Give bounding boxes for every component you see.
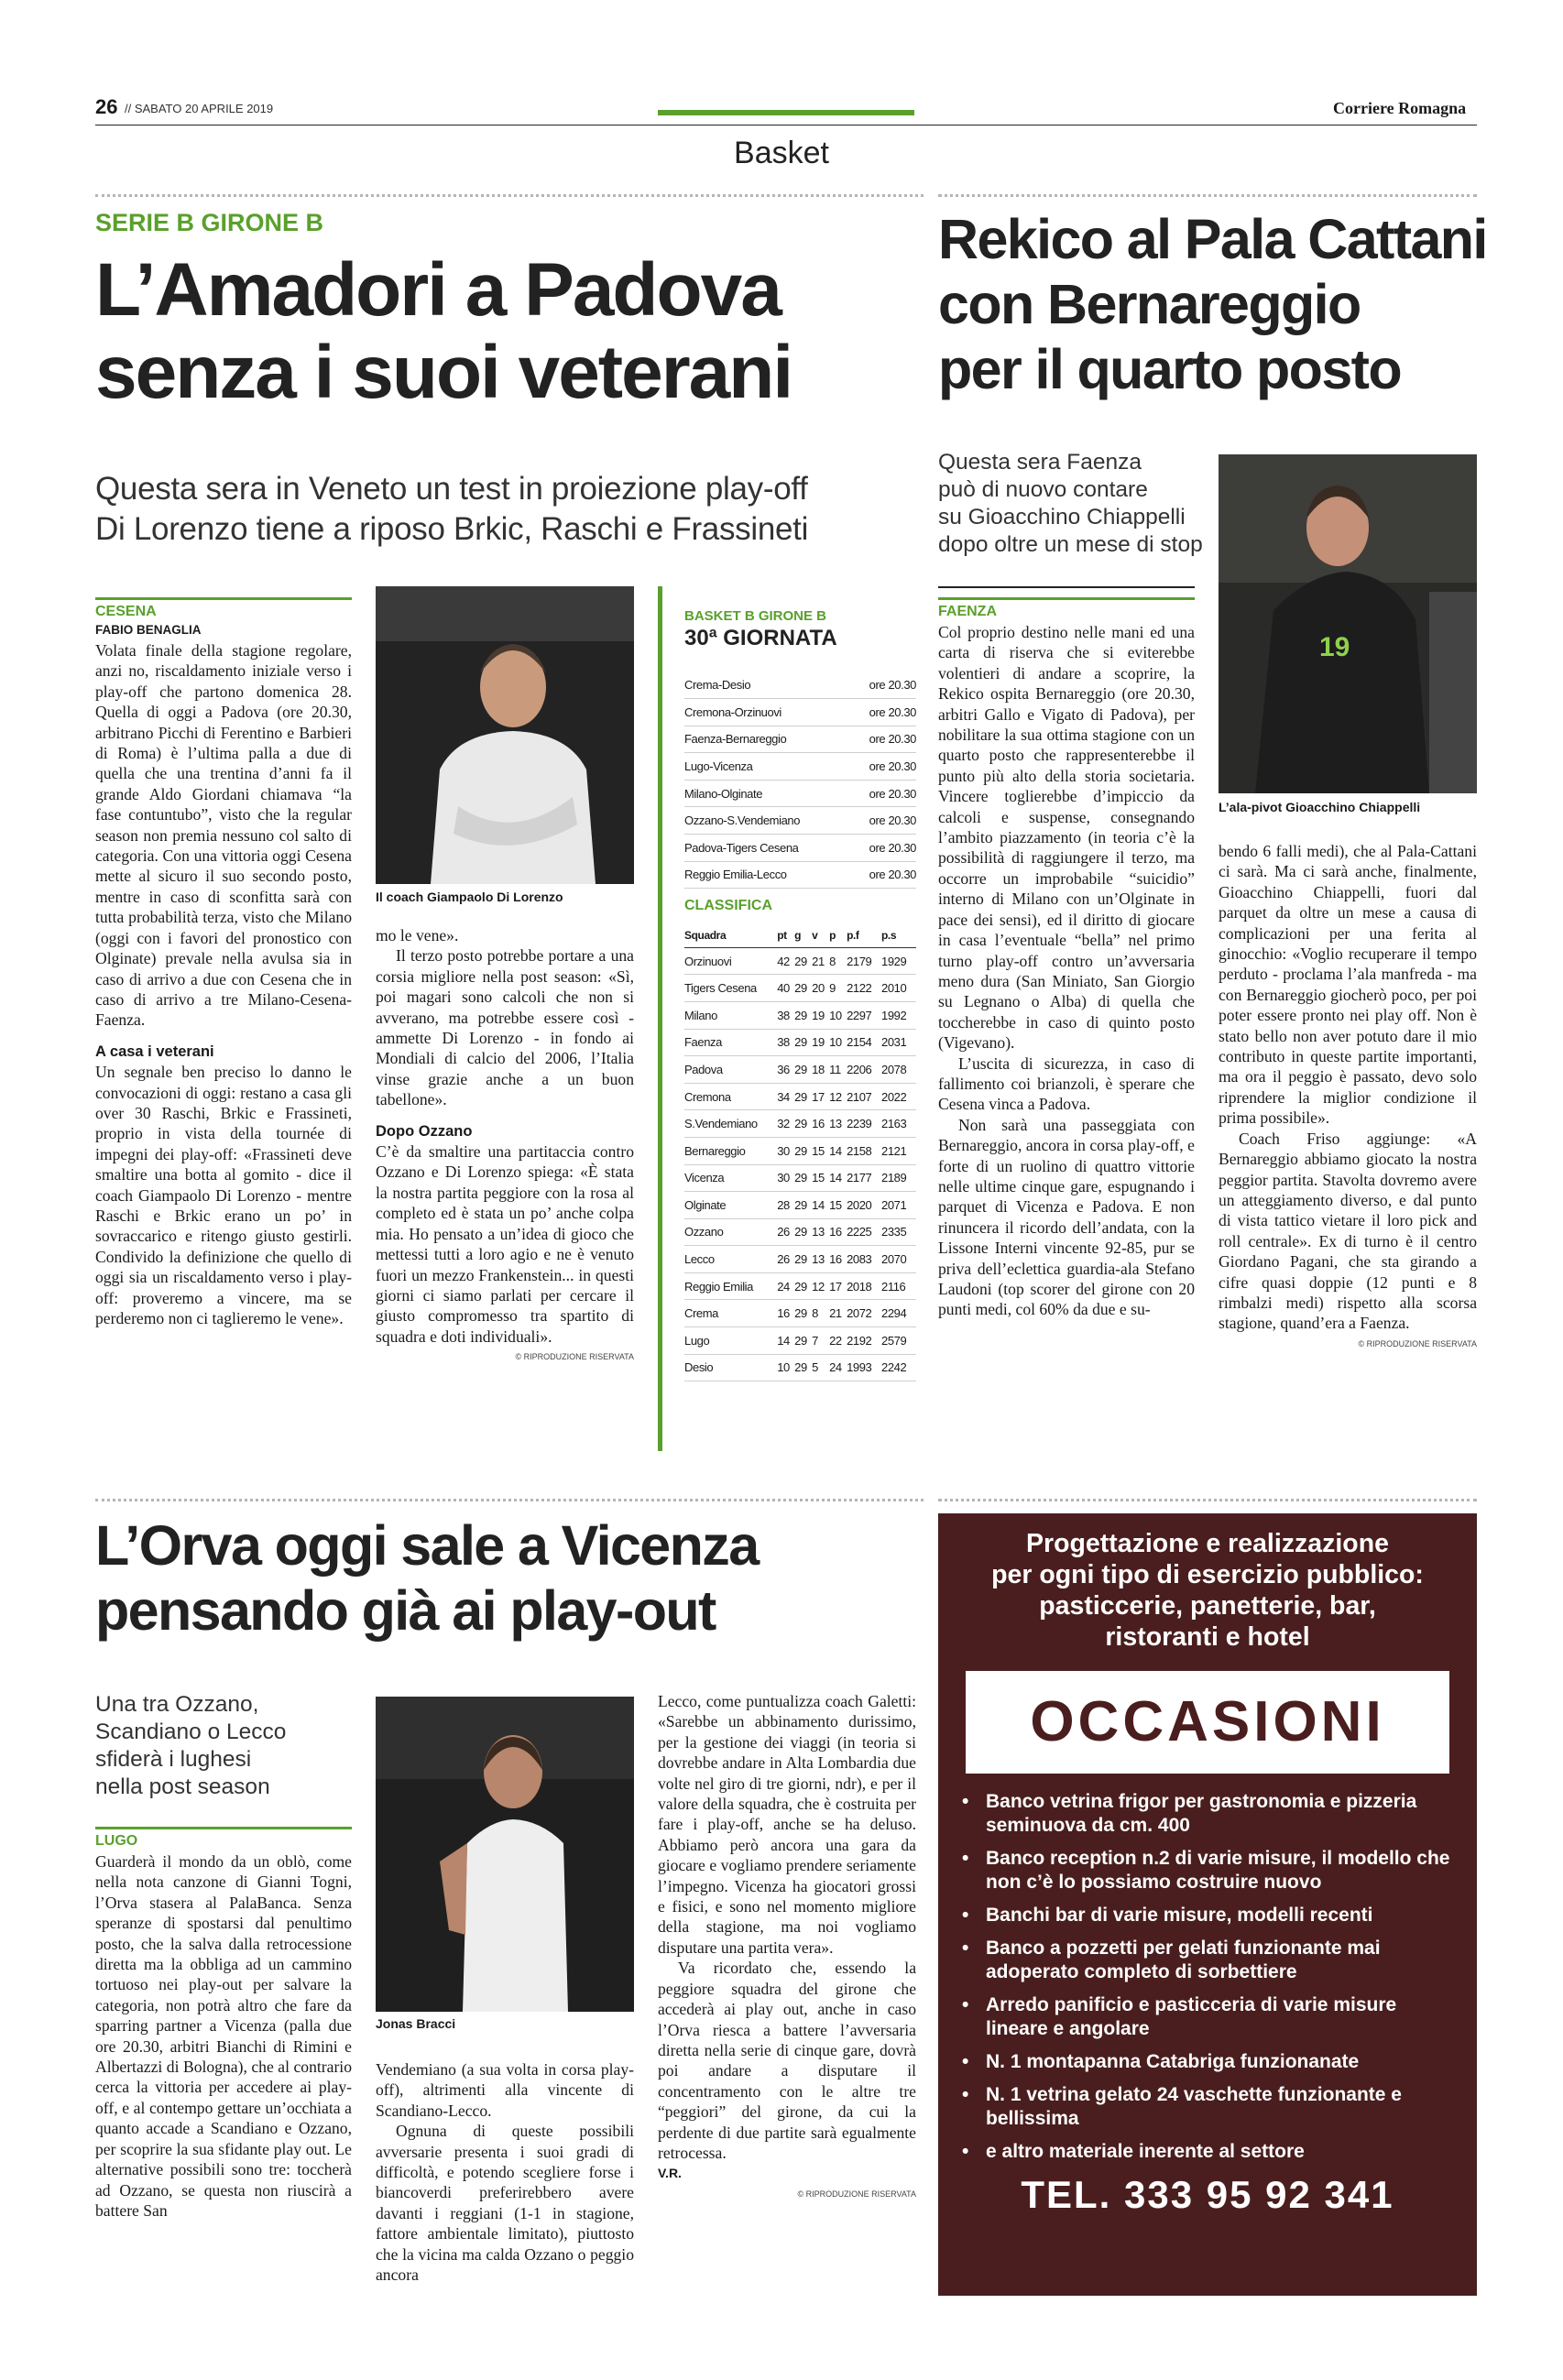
fixture-time: ore 20.30 <box>849 753 916 781</box>
ad-item-text: N. 1 vetrina gelato 24 vaschette funzionante e bellissima <box>986 2084 1402 2129</box>
ad-item-text: Banco reception n.2 di varie misure, il modello che non c’è lo possiamo costruire nuovo <box>986 1848 1450 1893</box>
copyright: © RIPRODUZIONE RISERVATA <box>515 1352 634 1362</box>
bullet-icon: • <box>962 2051 969 2072</box>
place-label: LUGO <box>95 1827 352 1850</box>
fixture-time: ore 20.30 <box>849 699 916 726</box>
team-stat: 42 <box>777 947 794 975</box>
team-stat: 16 <box>777 1300 794 1327</box>
divider <box>95 1499 924 1501</box>
article-column <box>1219 841 1477 1348</box>
team-stat: 14 <box>829 1137 847 1164</box>
box-title: 30ª GIORNATA <box>684 626 837 650</box>
subheading: Dopo Ozzano <box>376 1122 473 1140</box>
team-stat: 18 <box>812 1056 829 1084</box>
team-stat: 1993 <box>847 1354 881 1381</box>
team-stat: 8 <box>812 1300 829 1327</box>
team-name: Orzinuovi <box>684 947 777 975</box>
paragraph: C’è da smaltire una partitaccia contro Ozzano e Di Lorenzo spiega: «È stata la nostra partita peggiore con la rosa al completo ed è stata un po’ anche colpa mia. Ho pensato a un’idea di gioco che mettessi tutti a loro agio e ne è venuto fuori un mezzo Frankenstein... in questi giorni ci siamo parlati per cercare il giusto compromesso tra spartito di squadra e doti individuali». <box>376 1142 634 1346</box>
team-stat: 26 <box>777 1218 794 1246</box>
team-stat: 2239 <box>847 1110 881 1138</box>
fixture-row <box>684 671 916 699</box>
standings-row <box>684 1246 916 1273</box>
team-stat: 28 <box>777 1192 794 1219</box>
standings-header: Squadra <box>684 923 777 947</box>
standings-row <box>684 1056 916 1084</box>
paragraph: Coach Friso aggiunge: «A Bernareggio abbiamo giocato la nostra peggior partita. Stavolta dovremo avere un atteggiamento diverso, e dal punto di vista tattico vietare il loro pick and roll centrale». Ex di turno è il centro Giordano Pagani, che sta girando a cifre quasi doppie (12 punti e 8 rimbalzi medi) rispetto alla scorsa stagione, quand’era a Faenza. <box>1219 1129 1477 1333</box>
team-stat: 15 <box>812 1164 829 1192</box>
team-name: Cremona <box>684 1083 777 1110</box>
fixture-match: Padova-Tigers Cesena <box>684 835 849 862</box>
bullet-icon: • <box>962 1791 969 1812</box>
team-stat: 29 <box>794 1137 812 1164</box>
team-stat: 29 <box>794 1056 812 1084</box>
article-column <box>938 597 1195 1425</box>
standings-header: p.s <box>881 923 916 947</box>
team-stat: 2071 <box>881 1192 916 1219</box>
box-kicker: BASKET B GIRONE B <box>684 608 827 624</box>
standings-row <box>684 947 916 975</box>
headline: Rekico al Pala Cattani con Bernareggio per il quarto posto <box>938 208 1487 400</box>
fixture-row <box>684 835 916 862</box>
standings-row <box>684 1164 916 1192</box>
fixture-match: Crema-Desio <box>684 671 849 699</box>
deck: Questa sera Faenza può di nuovo contare su Gioacchino Chiappelli dopo oltre un mese di stop <box>938 450 1203 557</box>
team-stat: 14 <box>829 1164 847 1192</box>
team-stat: 22 <box>829 1327 847 1355</box>
standings-row <box>684 1001 916 1029</box>
paragraph: L’uscita di sicurezza, in caso di fallimento coi brianzoli, è sperare che Cesena vinca a Padova. <box>938 1054 1195 1114</box>
team-stat: 2072 <box>847 1300 881 1327</box>
paragraph: Vendemiano (a sua volta in corsa play-off), altrimenti alla vincente di Scandiano-Lecco. <box>376 2060 634 2120</box>
copyright: © RIPRODUZIONE RISERVATA <box>1358 1338 1477 1348</box>
team-stat: 2083 <box>847 1246 881 1273</box>
ad-item <box>962 1790 1453 1838</box>
standings-row <box>684 1272 916 1300</box>
team-name: Padova <box>684 1056 777 1084</box>
bullet-icon: • <box>962 1848 969 1869</box>
photo-player <box>376 1697 634 2012</box>
team-stat: 26 <box>777 1246 794 1273</box>
team-name: Bernareggio <box>684 1137 777 1164</box>
team-stat: 16 <box>829 1218 847 1246</box>
team-stat: 9 <box>829 975 847 1002</box>
paragraph: Va ricordato che, essendo la peggiore squadra del girone che accederà ai play out, anche in caso l’Orva riesca a battere l’avversaria diretta nella serie di cinque gare, dovrà poi andare a disputare il concentramento con le altre tre “peggiori” del girone, da cui la perdente di due partite sarà egualmente retrocessa. <box>658 1959 916 2162</box>
deck: Questa sera in Veneto un test in proiezione play-off Di Lorenzo tiene a riposo Brkic, Raschi e Frassineti <box>95 471 809 547</box>
team-name: S.Vendemiano <box>684 1110 777 1138</box>
paragraph: bendo 6 falli medi), che al Pala-Cattani ci sarà. Ma ci sarà anche, finalmente, Gioacchino Chiappelli, fuori dal parquet da oltre un mese a causa di complicazioni per una ferita al ginocchio: «Voglio recuperare il tempo perduto - proclama l’ala manfreda - ma con Bernareggio giocherò poco, per poi poter essere pronto nei play off. Non è stato bello non aver potuto dare il mio contributo in queste partite importanti, ma ora il peggio è passato, devo solo riprendere la miglior condizione il prima possibile». <box>1219 842 1477 1128</box>
team-stat: 29 <box>794 1029 812 1056</box>
standings-row <box>684 1029 916 1056</box>
team-stat: 2154 <box>847 1029 881 1056</box>
bullet-icon: • <box>962 1994 969 2015</box>
divider <box>938 1499 1477 1501</box>
team-name: Lecco <box>684 1246 777 1273</box>
divider <box>95 194 924 197</box>
standings-header: g <box>794 923 812 947</box>
paragraph: Non sarà una passeggiata con Bernareggio, ancora in corsa play-off, e forte di un ruolino di quattro vittorie nelle ultime cinque gare, espugnando i parquet di Vicenza e Padova. E non rinuncera il ricordo dell’andata, con la Lissone Interni vincente 92-85, pur se priva dell’eclettica guardia-ala Stefano Laudoni (top scorer del girone con 20 punti medi, col 60% da due e su- <box>938 1115 1195 1319</box>
team-name: Ozzano <box>684 1218 777 1246</box>
fixture-row <box>684 780 916 807</box>
ad-heading: Progettazione e realizzazione per ogni tipo di esercizio pubblico: pasticcerie, panetterie, bar, ristoranti e hotel <box>991 1529 1424 1652</box>
ad-item <box>962 2140 1453 2164</box>
standings-row <box>684 1083 916 1110</box>
team-stat: 11 <box>829 1056 847 1084</box>
fixture-match: Milano-Olginate <box>684 780 849 807</box>
team-stat: 2031 <box>881 1029 916 1056</box>
team-stat: 34 <box>777 1083 794 1110</box>
team-stat: 32 <box>777 1110 794 1138</box>
page-number: 26 <box>95 95 118 118</box>
team-stat: 14 <box>777 1327 794 1355</box>
photo-caption: Il coach Giampaolo Di Lorenzo <box>376 890 563 904</box>
team-stat: 14 <box>812 1192 829 1219</box>
fixture-time: ore 20.30 <box>849 671 916 699</box>
team-stat: 16 <box>829 1246 847 1273</box>
team-stat: 24 <box>829 1354 847 1381</box>
photo-player <box>1219 454 1477 793</box>
team-stat: 5 <box>812 1354 829 1381</box>
svg-text:19: 19 <box>1319 632 1350 662</box>
paragraph: Ognuna di queste possibili avversarie presenta i suoi gradi di difficoltà, e potendo scegliere forse i biancoverdi preferirebbero avere davanti i reggiani (1-1 in stagione, fattore ambientale limitato), piuttosto che la vicina ma calda Ozzano o peggio ancora <box>376 2122 634 2285</box>
masthead: Corriere Romagna <box>1333 99 1467 117</box>
team-name: Vicenza <box>684 1164 777 1192</box>
team-stat: 2192 <box>847 1327 881 1355</box>
team-stat: 15 <box>829 1192 847 1219</box>
team-stat: 8 <box>829 947 847 975</box>
standings-title: CLASSIFICA <box>684 898 772 914</box>
photo-coach <box>376 586 634 884</box>
team-stat: 2189 <box>881 1164 916 1192</box>
paragraph: mo le vene». <box>376 926 459 944</box>
ad-item-text: Arredo panificio e pasticceria di varie misure lineare e angolare <box>986 1994 1397 2039</box>
team-stat: 17 <box>812 1083 829 1110</box>
ad-item-text: N. 1 montapanna Catabriga funzionanate <box>986 2051 1360 2072</box>
team-stat: 29 <box>794 947 812 975</box>
author: FABIO BENAGLIA <box>95 623 202 637</box>
team-stat: 13 <box>812 1218 829 1246</box>
deck: Una tra Ozzano, Scandiano o Lecco sfiderà i lughesi nella post season <box>95 1692 287 1799</box>
team-name: Reggio Emilia <box>684 1272 777 1300</box>
paragraph: Un segnale ben preciso lo danno le convocazioni di oggi: restano a casa gli over 30 Raschi, Brkic e Frassineti, proprio in vista della tournée di impegni dei play-off: «Frassineti deve smaltire una botta al gomito - dice il coach Giampaolo Di Lorenzo - mentre Raschi e Brkic erano un po’ in sovraccarico e ritengo giusto gestirli. Condivido la definizione che quello di oggi sia un riscaldamento verso i play-off: proveremo a vincere, ma se perderemo non ci taglieremo le vene». <box>95 1063 352 1327</box>
team-stat: 29 <box>794 1164 812 1192</box>
team-stat: 2020 <box>847 1192 881 1219</box>
fixture-time: ore 20.30 <box>849 861 916 889</box>
ad-item-text: Banchi bar di varie misure, modelli recenti <box>986 1905 1373 1926</box>
team-stat: 2122 <box>847 975 881 1002</box>
bullet-icon: • <box>962 1905 969 1926</box>
standings-header: p <box>829 923 847 947</box>
article-column <box>658 1691 916 2199</box>
headline: L’Amadori a Padova senza i suoi veterani <box>95 248 792 414</box>
team-stat: 13 <box>829 1110 847 1138</box>
ad-item <box>962 1847 1453 1894</box>
team-stat: 2158 <box>847 1137 881 1164</box>
team-stat: 30 <box>777 1164 794 1192</box>
article-column <box>95 597 352 1377</box>
fixture-row <box>684 861 916 889</box>
photo-caption: Jonas Bracci <box>376 2016 456 2031</box>
fixture-row <box>684 753 916 781</box>
ad-item-text: Banco a pozzetti per gelati funzionante mai adoperato completo di sorbettiere <box>986 1938 1381 1982</box>
headline: L’Orva oggi sale a Vicenza pensando già ai play-out <box>95 1514 759 1642</box>
standings-row <box>684 1192 916 1219</box>
standings-row <box>684 1110 916 1138</box>
fixture-match: Reggio Emilia-Lecco <box>684 861 849 889</box>
team-stat: 29 <box>794 1110 812 1138</box>
header-accent-bar <box>658 110 914 115</box>
ad-item-text: e altro materiale inerente al settore <box>986 2141 1305 2162</box>
photo-caption: L’ala-pivot Gioacchino Chiappelli <box>1219 800 1421 814</box>
fixture-time: ore 20.30 <box>849 780 916 807</box>
copyright: © RIPRODUZIONE RISERVATA <box>797 2189 916 2199</box>
team-name: Lugo <box>684 1327 777 1355</box>
team-stat: 24 <box>777 1272 794 1300</box>
team-stat: 10 <box>829 1029 847 1056</box>
rule <box>938 586 1195 588</box>
fixture-match: Faenza-Bernareggio <box>684 726 849 753</box>
header-rule <box>95 125 1477 126</box>
subheading: A casa i veterani <box>95 1043 214 1060</box>
team-stat: 29 <box>794 1300 812 1327</box>
team-stat: 17 <box>829 1272 847 1300</box>
team-stat: 12 <box>812 1272 829 1300</box>
team-stat: 29 <box>794 1246 812 1273</box>
team-stat: 2022 <box>881 1083 916 1110</box>
team-stat: 29 <box>794 1327 812 1355</box>
fixtures-table <box>684 671 916 889</box>
team-stat: 7 <box>812 1327 829 1355</box>
results-box <box>658 586 916 1451</box>
ad-item <box>962 2083 1453 2131</box>
ad-item <box>962 1937 1453 1984</box>
fixture-time: ore 20.30 <box>849 726 916 753</box>
standings-row <box>684 1300 916 1327</box>
bullet-icon: • <box>962 2084 969 2105</box>
team-stat: 30 <box>777 1137 794 1164</box>
team-stat: 36 <box>777 1056 794 1084</box>
team-stat: 2163 <box>881 1110 916 1138</box>
paragraph: Guarderà il mondo da un oblò, come nella nota canzone di Gianni Togni, l’Orva stasera al PalaBanca. Senza speranze di spostarsi dal penultimo posto, che la salva dalla retrocessione diretta ma la obbliga ad un cammino tortuoso nei play-out per salvare la categoria, non potrà altro che fare da sparring partner a Vicenza (palla due ore 20.30, arbitri Bianchi di Rimini e Albertazzi di Bologna), che al contrario cerca la vittoria per accedere ai play-off, e al contempo gettare un’occhiata a quanto accade a Scandiano e Ozzano, per scoprire la sua sfidante play out. Le alternative possibili sono tre: toccherà ad Ozzano, se questa non riuscirà a battere San <box>95 1852 352 2220</box>
standings-row <box>684 1354 916 1381</box>
team-stat: 2335 <box>881 1218 916 1246</box>
team-stat: 29 <box>794 1001 812 1029</box>
team-stat: 2206 <box>847 1056 881 1084</box>
ad-item <box>962 1904 1453 1927</box>
team-stat: 40 <box>777 975 794 1002</box>
team-stat: 10 <box>777 1354 794 1381</box>
team-stat: 21 <box>829 1300 847 1327</box>
standings-row <box>684 1327 916 1355</box>
article-column <box>376 925 634 1361</box>
team-stat: 29 <box>794 1354 812 1381</box>
fixture-time: ore 20.30 <box>849 807 916 835</box>
team-stat: 38 <box>777 1029 794 1056</box>
standings-header: pt <box>777 923 794 947</box>
divider <box>938 194 1477 197</box>
team-stat: 29 <box>794 1083 812 1110</box>
team-stat: 2297 <box>847 1001 881 1029</box>
team-stat: 38 <box>777 1001 794 1029</box>
team-name: Milano <box>684 1001 777 1029</box>
team-stat: 2225 <box>847 1218 881 1246</box>
team-stat: 2121 <box>881 1137 916 1164</box>
article-column <box>376 2059 634 2285</box>
paragraph: Il terzo posto potrebbe portare a una corsia migliore nella post season: «Sì, poi magari sono calcoli che non si avverano, ma potrebbe essere così - ammette Di Lorenzo - in fondo ai Mondiali di calcio del 2006, l’Italia vinse grazie anche a un buon tabellone». <box>376 946 634 1109</box>
team-name: Olginate <box>684 1192 777 1219</box>
team-stat: 10 <box>829 1001 847 1029</box>
team-stat: 20 <box>812 975 829 1002</box>
team-stat: 19 <box>812 1001 829 1029</box>
team-stat: 2179 <box>847 947 881 975</box>
fixture-time: ore 20.30 <box>849 835 916 862</box>
section-title: Basket <box>734 136 829 170</box>
team-stat: 2078 <box>881 1056 916 1084</box>
fixture-match: Ozzano-S.Vendemiano <box>684 807 849 835</box>
team-stat: 1929 <box>881 947 916 975</box>
fixture-match: Cremona-Orzinuovi <box>684 699 849 726</box>
team-stat: 1992 <box>881 1001 916 1029</box>
place-label: FAENZA <box>938 597 1195 620</box>
team-stat: 29 <box>794 975 812 1002</box>
team-stat: 15 <box>812 1137 829 1164</box>
team-stat: 2116 <box>881 1272 916 1300</box>
kicker: SERIE B GIRONE B <box>95 209 324 236</box>
bullet-icon: • <box>962 1938 969 1959</box>
team-stat: 2242 <box>881 1354 916 1381</box>
ad-banner: OCCASIONI <box>966 1671 1449 1774</box>
team-name: Crema <box>684 1300 777 1327</box>
ad-item <box>962 2050 1453 2074</box>
page-date: // SABATO 20 APRILE 2019 <box>125 102 274 115</box>
team-stat: 2107 <box>847 1083 881 1110</box>
article-column <box>95 1827 352 2221</box>
team-stat: 16 <box>812 1110 829 1138</box>
team-stat: 21 <box>812 947 829 975</box>
team-name: Tigers Cesena <box>684 975 777 1002</box>
team-stat: 2294 <box>881 1300 916 1327</box>
team-stat: 2018 <box>847 1272 881 1300</box>
paragraph: Col proprio destino nelle mani ed una carta di riserva che si eviterebbe volentieri di andare a scoprire, la Rekico ospita Bernareggio (ore 20.30, arbitri Gallo e Vigato di Padova), per nobilitare la sua ottima stagione con un quarto posto che rappresenterebbe il punto più alto della storia societaria. Vincere toglierebbe d’impiccio da calcoli e suspense, consegnando l’ambito piazzamento (in teoria c’è la possibilità di raggiungere il terzo, ma occorre un improbabile “suicidio” interno di Milano con un’Olginate in pace dei sensi), ed il diritto di giocare in casa l’eventuale “bella” nel primo turno play-off contro un’avversaria meno dura (San Miniato, San Giorgio su Legnano o Alba) di quella che toccherebbe in caso di quinto posto (Vigevano). <box>938 623 1195 1053</box>
team-stat: 29 <box>794 1192 812 1219</box>
place-label: CESENA <box>95 597 352 620</box>
paragraph: Volata finale della stagione regolare, anzi no, riscaldamento iniziale verso i play-off che partono domenica 28. Quella di oggi a Padova (ore 20.30, arbitrano Picchi di Ferentino e Barbieri di Roma) è l’ultima palla a due di quella che una trentina d’anni fa il grande Aldo Giordani chiamava “la fase contuntubo”, visto che la regular season non premia nessuno col salto di categoria. Con una vittoria oggi Cesena mette al sicuro il suo secondo posto, mentre in caso di sconfitta sarà con tutta probabilità terza, visto che Milano (oggi con i favori del pronostico con Olginate) prevale nella avulsa sia in caso di arrivo a due con Cesena che in caso di arrivo a tre Milano-Cesena-Faenza. <box>95 641 352 1030</box>
standings-table <box>684 923 916 1381</box>
team-stat: 29 <box>794 1218 812 1246</box>
standings-row <box>684 1218 916 1246</box>
fixture-match: Lugo-Vicenza <box>684 753 849 781</box>
standings-header: v <box>812 923 829 947</box>
team-stat: 29 <box>794 1272 812 1300</box>
team-name: Faenza <box>684 1029 777 1056</box>
team-stat: 2070 <box>881 1246 916 1273</box>
advertisement <box>938 1513 1477 2296</box>
team-stat: 12 <box>829 1083 847 1110</box>
fixture-row <box>684 807 916 835</box>
team-name: Desio <box>684 1354 777 1381</box>
standings-row <box>684 975 916 1002</box>
paragraph: Lecco, come puntualizza coach Galetti: «Sarebbe un abbinamento durissimo, per la gestione dei viaggi (in teoria si dovrebbe andare in Alta Lombardia due volte nel giro di tre giorni, ndr), e per il valore della squadra, che è costruita per fare i play-off, anche se ha deluso. Abbiamo però ancora una gara da giocare e vogliamo prendere seriamente l’impegno. Vicenza ha giocatori grossi e fisici, e sono nel momento migliore della stagione, ma noi vogliamo disputare una partita vera». <box>658 1692 916 1957</box>
standings-row <box>684 1137 916 1164</box>
team-stat: 2177 <box>847 1164 881 1192</box>
ad-item <box>962 1993 1453 2041</box>
standings-header: p.f <box>847 923 881 947</box>
team-stat: 2579 <box>881 1327 916 1355</box>
team-stat: 13 <box>812 1246 829 1273</box>
team-stat: 2010 <box>881 975 916 1002</box>
fixture-row <box>684 699 916 726</box>
team-stat: 19 <box>812 1029 829 1056</box>
bullet-icon: • <box>962 2141 969 2162</box>
ad-list <box>962 1790 1453 2164</box>
fixture-row <box>684 726 916 753</box>
signature: V.R. <box>658 2166 682 2181</box>
ad-phone: TEL. 333 95 92 341 <box>1021 2173 1394 2216</box>
ad-item-text: Banco vetrina frigor per gastronomia e pizzeria seminuova da cm. 400 <box>986 1791 1417 1836</box>
